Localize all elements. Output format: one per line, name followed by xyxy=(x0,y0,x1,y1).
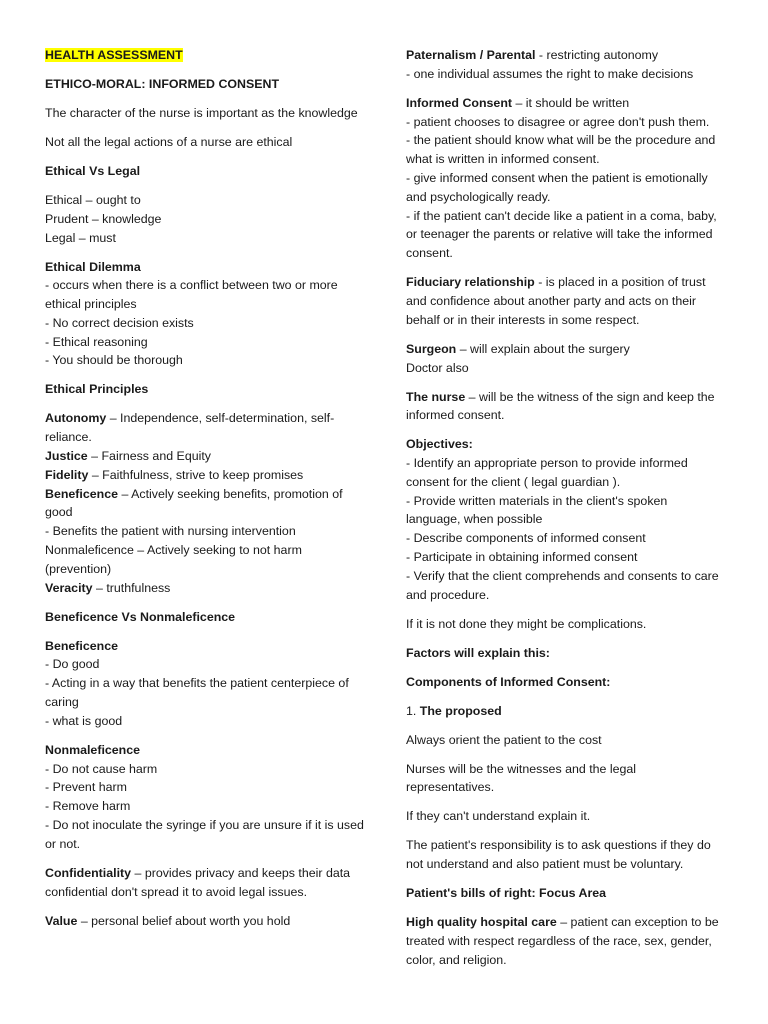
list-item: - the patient should know what will be the procedure and what is written in informed consent. xyxy=(406,133,716,167)
term-value: Value xyxy=(45,913,78,928)
section-confidentiality xyxy=(45,864,365,902)
paragraph-legal-actions: Not all the legal actions of a nurse are ethical xyxy=(45,134,293,149)
list-item: - give informed consent when the patient is emotionally and psychologically ready. xyxy=(406,170,708,204)
paragraph-witnesses: Nurses will be the witnesses and the legal representatives. xyxy=(406,761,637,795)
term-autonomy: Autonomy xyxy=(45,411,107,426)
definition-the-nurse: – will be the witness of the sign and keep the informed consent. xyxy=(406,389,715,423)
surgeon-line xyxy=(406,340,724,359)
heading-factors: Factors will explain this: xyxy=(406,645,550,660)
heading-ethical-principles: Ethical Principles xyxy=(45,382,149,397)
section-beneficence xyxy=(45,637,365,731)
left-column xyxy=(45,46,365,941)
section-ethical-principles xyxy=(45,409,365,597)
list-item: - one individual assumes the right to make decisions xyxy=(406,66,694,81)
term-fidelity: Fidelity xyxy=(45,467,89,482)
heading-objectives: Objectives: xyxy=(406,437,473,452)
term-informed-consent: Informed Consent xyxy=(406,95,513,110)
heading-nonmaleficence: Nonmaleficence xyxy=(45,742,141,757)
section-fiduciary xyxy=(406,273,724,329)
list-item: - Do not cause harm xyxy=(45,761,158,776)
list-item: - occurs when there is a conflict between two or more ethical principles xyxy=(45,278,338,312)
section-objectives xyxy=(406,435,724,604)
section-paternalism xyxy=(406,46,724,84)
term-justice: Justice xyxy=(45,449,88,464)
definition-paternalism: - restricting autonomy xyxy=(535,48,659,62)
definition-confidentiality: – provides privacy and keeps their data confidential don't spread it to avoid legal issues. xyxy=(45,865,351,899)
principle-beneficence xyxy=(45,485,365,523)
definition-beneficence: – Actively seeking benefits, promotion of good xyxy=(45,486,343,520)
item-number: 1. xyxy=(406,703,420,718)
definition-high-quality-care: – patient can exception to be treated with respect regardless of the race, sex, gender, color, and religion. xyxy=(406,915,719,967)
principle-justice xyxy=(45,447,365,466)
heading-bills-of-right: Patient's bills of right: Focus Area xyxy=(406,886,607,901)
list-ethical-vs-legal xyxy=(45,191,365,247)
item-the-proposed xyxy=(406,702,724,721)
list-item: - patient chooses to disagree or agree don't push them. xyxy=(406,114,710,129)
list-item: - if the patient can't decide like a patient in a coma, baby, or teenager the parents or relative will take the informed consent. xyxy=(406,208,717,261)
paragraph-character: The character of the nurse is important as the knowledge xyxy=(45,105,358,120)
definition-fidelity: – Faithfulness, strive to keep promises xyxy=(88,467,304,482)
heading-bvn-block xyxy=(45,608,365,627)
list-item: Ethical – ought to xyxy=(45,192,141,207)
list-item: - Describe components of informed consent xyxy=(406,531,646,546)
definition-justice: – Fairness and Equity xyxy=(87,449,211,464)
section-surgeon xyxy=(406,340,724,378)
list-item: - Acting in a way that benefits the patient centerpiece of caring xyxy=(45,676,349,709)
term-paternalism: Paternalism / Parental xyxy=(406,48,536,62)
section-the-nurse xyxy=(406,388,724,426)
definition-fiduciary: - is placed in a position of trust and confidence about another party and acts on their behalf or in their interests in some respect. xyxy=(406,275,706,327)
list-item: - You should be thorough xyxy=(45,353,183,368)
paragraph-complications: If it is not done they might be complications. xyxy=(406,616,647,631)
list-item: - what is good xyxy=(45,713,123,728)
heading-beneficence-vs-nonmaleficence: Beneficence Vs Nonmaleficence xyxy=(45,609,236,624)
heading-components-block xyxy=(406,673,724,692)
list-item: Prudent – knowledge xyxy=(45,211,162,226)
heading-ethical-principles-block xyxy=(45,380,365,399)
list-item: - Remove harm xyxy=(45,799,131,814)
paragraph-responsibility: The patient's responsibility is to ask questions if they do not understand and also patient must be voluntary. xyxy=(406,838,711,872)
heading-beneficence: Beneficence xyxy=(45,638,119,653)
informed-consent-line xyxy=(406,94,724,113)
doc-subtitle: ETHICO-MORAL: INFORMED CONSENT xyxy=(45,76,280,91)
list-item: Legal – must xyxy=(45,230,116,245)
list-item: - Identify an appropriate person to provide informed consent for the client ( legal guardian ). xyxy=(406,456,688,489)
principle-fidelity xyxy=(45,466,365,485)
heading-ethical-vs-legal: Ethical Vs Legal xyxy=(45,163,141,178)
list-item: Doctor also xyxy=(406,360,469,375)
list-item: - Ethical reasoning xyxy=(45,334,148,349)
term-the-proposed: The proposed xyxy=(419,703,502,718)
principle-autonomy xyxy=(45,409,365,447)
list-item: - Prevent harm xyxy=(45,780,127,795)
list-item: - Do good xyxy=(45,657,100,672)
heading-factors-block xyxy=(406,644,724,663)
term-confidentiality: Confidentiality xyxy=(45,865,132,880)
doc-subtitle-block xyxy=(45,75,365,94)
list-item: - Benefits the patient with nursing intervention xyxy=(45,524,296,539)
heading-bills-block xyxy=(406,884,724,903)
paragraph-explain: If they can't understand explain it. xyxy=(406,809,591,824)
term-high-quality-care: High quality hospital care xyxy=(406,915,557,930)
list-item: - Do not inoculate the syringe if you are unsure if it is used or not. xyxy=(45,817,364,851)
term-fiduciary: Fiduciary relationship xyxy=(406,275,535,290)
principle-veracity xyxy=(45,579,365,598)
term-veracity: Veracity xyxy=(45,580,93,595)
term-surgeon: Surgeon xyxy=(406,341,457,356)
doc-title-block xyxy=(45,46,365,65)
definition-veracity: – truthfulness xyxy=(92,580,171,595)
section-informed-consent xyxy=(406,94,724,263)
paragraph-orient: Always orient the patient to the cost xyxy=(406,732,602,747)
list-item: - No correct decision exists xyxy=(45,315,194,330)
definition-surgeon: – will explain about the surgery xyxy=(456,341,630,356)
principle-nonmaleficence: Nonmaleficence – Actively seeking to not harm (prevention) xyxy=(45,543,302,576)
definition-value: – personal belief about worth you hold xyxy=(77,913,291,928)
section-nonmaleficence xyxy=(45,741,365,854)
section-value xyxy=(45,912,365,931)
paternalism-line xyxy=(406,46,724,65)
right-column xyxy=(406,46,724,980)
list-item: - Provide written materials in the client's spoken language, when possible xyxy=(406,493,668,527)
section-ethical-dilemma xyxy=(45,258,365,371)
heading-ethical-vs-legal-block xyxy=(45,162,365,181)
list-item: - Verify that the client comprehends and consents to care and procedure. xyxy=(406,568,719,602)
section-high-quality-care xyxy=(406,913,724,969)
definition-autonomy: – Independence, self-determination, self-reliance. xyxy=(45,411,335,445)
definition-informed-consent: – it should be written xyxy=(512,95,630,110)
heading-components: Components of Informed Consent: xyxy=(406,674,611,689)
heading-ethical-dilemma: Ethical Dilemma xyxy=(45,259,141,274)
doc-title: HEALTH ASSESSMENT xyxy=(45,48,183,62)
term-beneficence: Beneficence xyxy=(45,486,119,501)
list-item: - Participate in obtaining informed consent xyxy=(406,550,638,565)
term-the-nurse: The nurse xyxy=(406,389,466,404)
